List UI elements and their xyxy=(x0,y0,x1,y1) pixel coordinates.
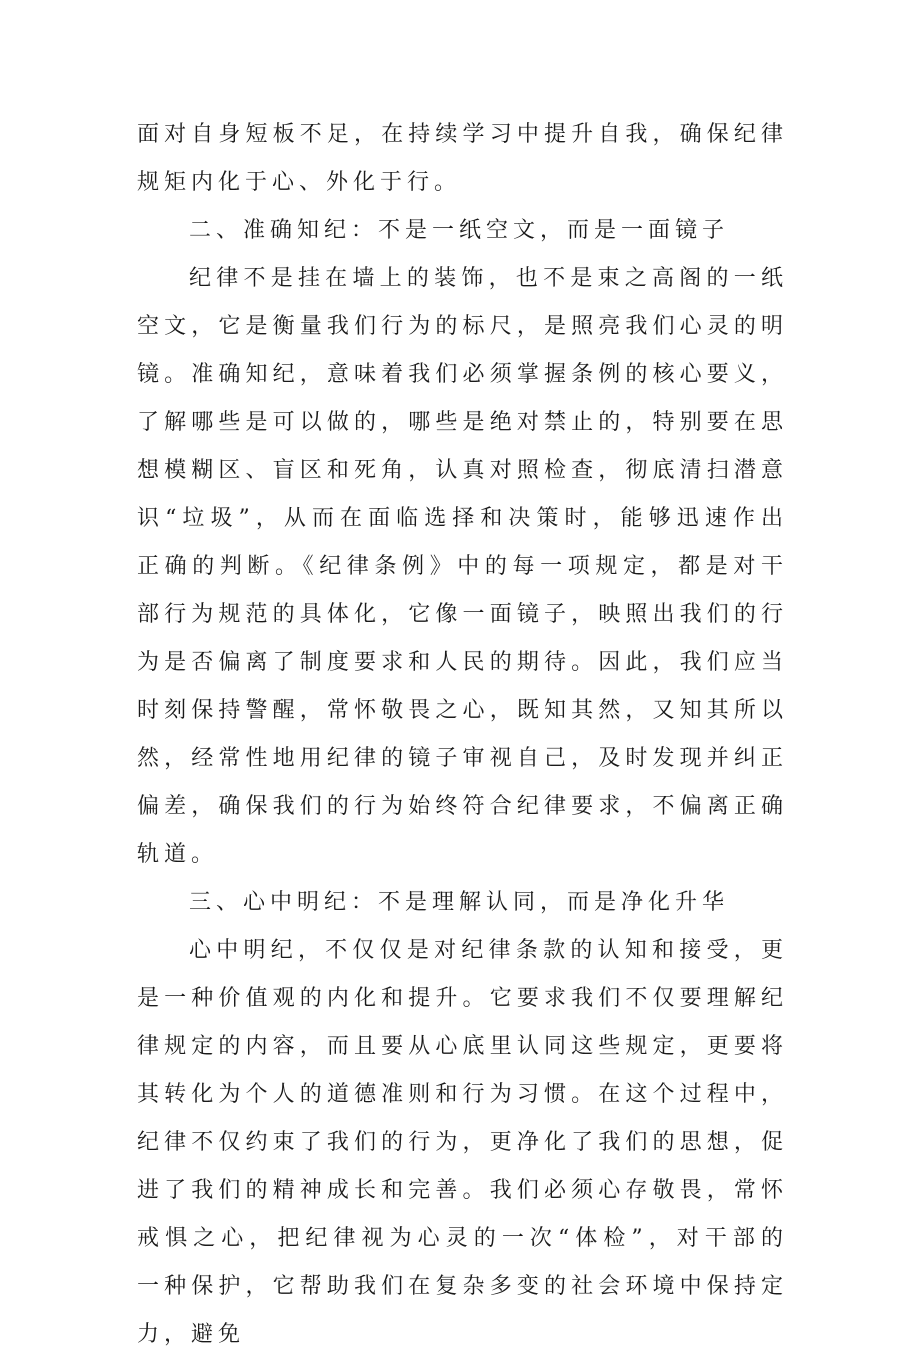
paragraph-section-2-body: 纪律不是挂在墙上的装饰，也不是束之高阁的一纸空文，它是衡量我们行为的标尺，是照亮我们心灵的明镜。准确知纪，意味着我们必须掌握条例的核心要义，了解哪些是可以做的，哪些是绝对禁止的，特别要在思想模糊区、盲区和死角，认真对照检查，彻底清扫潜意识“垃圾”，从而在面临选择和决策时，能够迅速作出正确的判断。《纪律条例》中的每一项规定，都是对干部行为规范的具体化，它像一面镜子，映照出我们的行为是否偏离了制度要求和人民的期待。因此，我们应当时刻保持警醒，常怀敬畏之心，既知其然，又知其所以然，经常性地用纪律的镜子审视自己，及时发现并纠正偏差，确保我们的行为始终符合纪律要求，不偏离正确轨道。 xyxy=(137,266,788,867)
section-heading-2: 二、准确知纪：不是一纸空文，而是一面镜子 xyxy=(189,218,730,243)
document-page xyxy=(137,111,788,1359)
paragraph-continuation: 面对自身短板不足，在持续学习中提升自我，确保纪律规矩内化于心、外化于行。 xyxy=(137,122,788,195)
section-heading-3: 三、心中明纪：不是理解认同，而是净化升华 xyxy=(189,890,730,915)
paragraph-section-3-body: 心中明纪，不仅仅是对纪律条款的认知和接受，更是一种价值观的内化和提升。它要求我们不仅要理解纪律规定的内容，而且要从心底里认同这些规定，更要将其转化为个人的道德准则和行为习惯。在这个过程中，纪律不仅约束了我们的行为，更净化了我们的思想，促进了我们的精神成长和完善。我们必须心存敬畏，常怀戒惧之心，把纪律视为心灵的一次“体检”，对干部的一种保护，它帮助我们在复杂多变的社会环境中保持定力，避免 xyxy=(137,938,788,1347)
